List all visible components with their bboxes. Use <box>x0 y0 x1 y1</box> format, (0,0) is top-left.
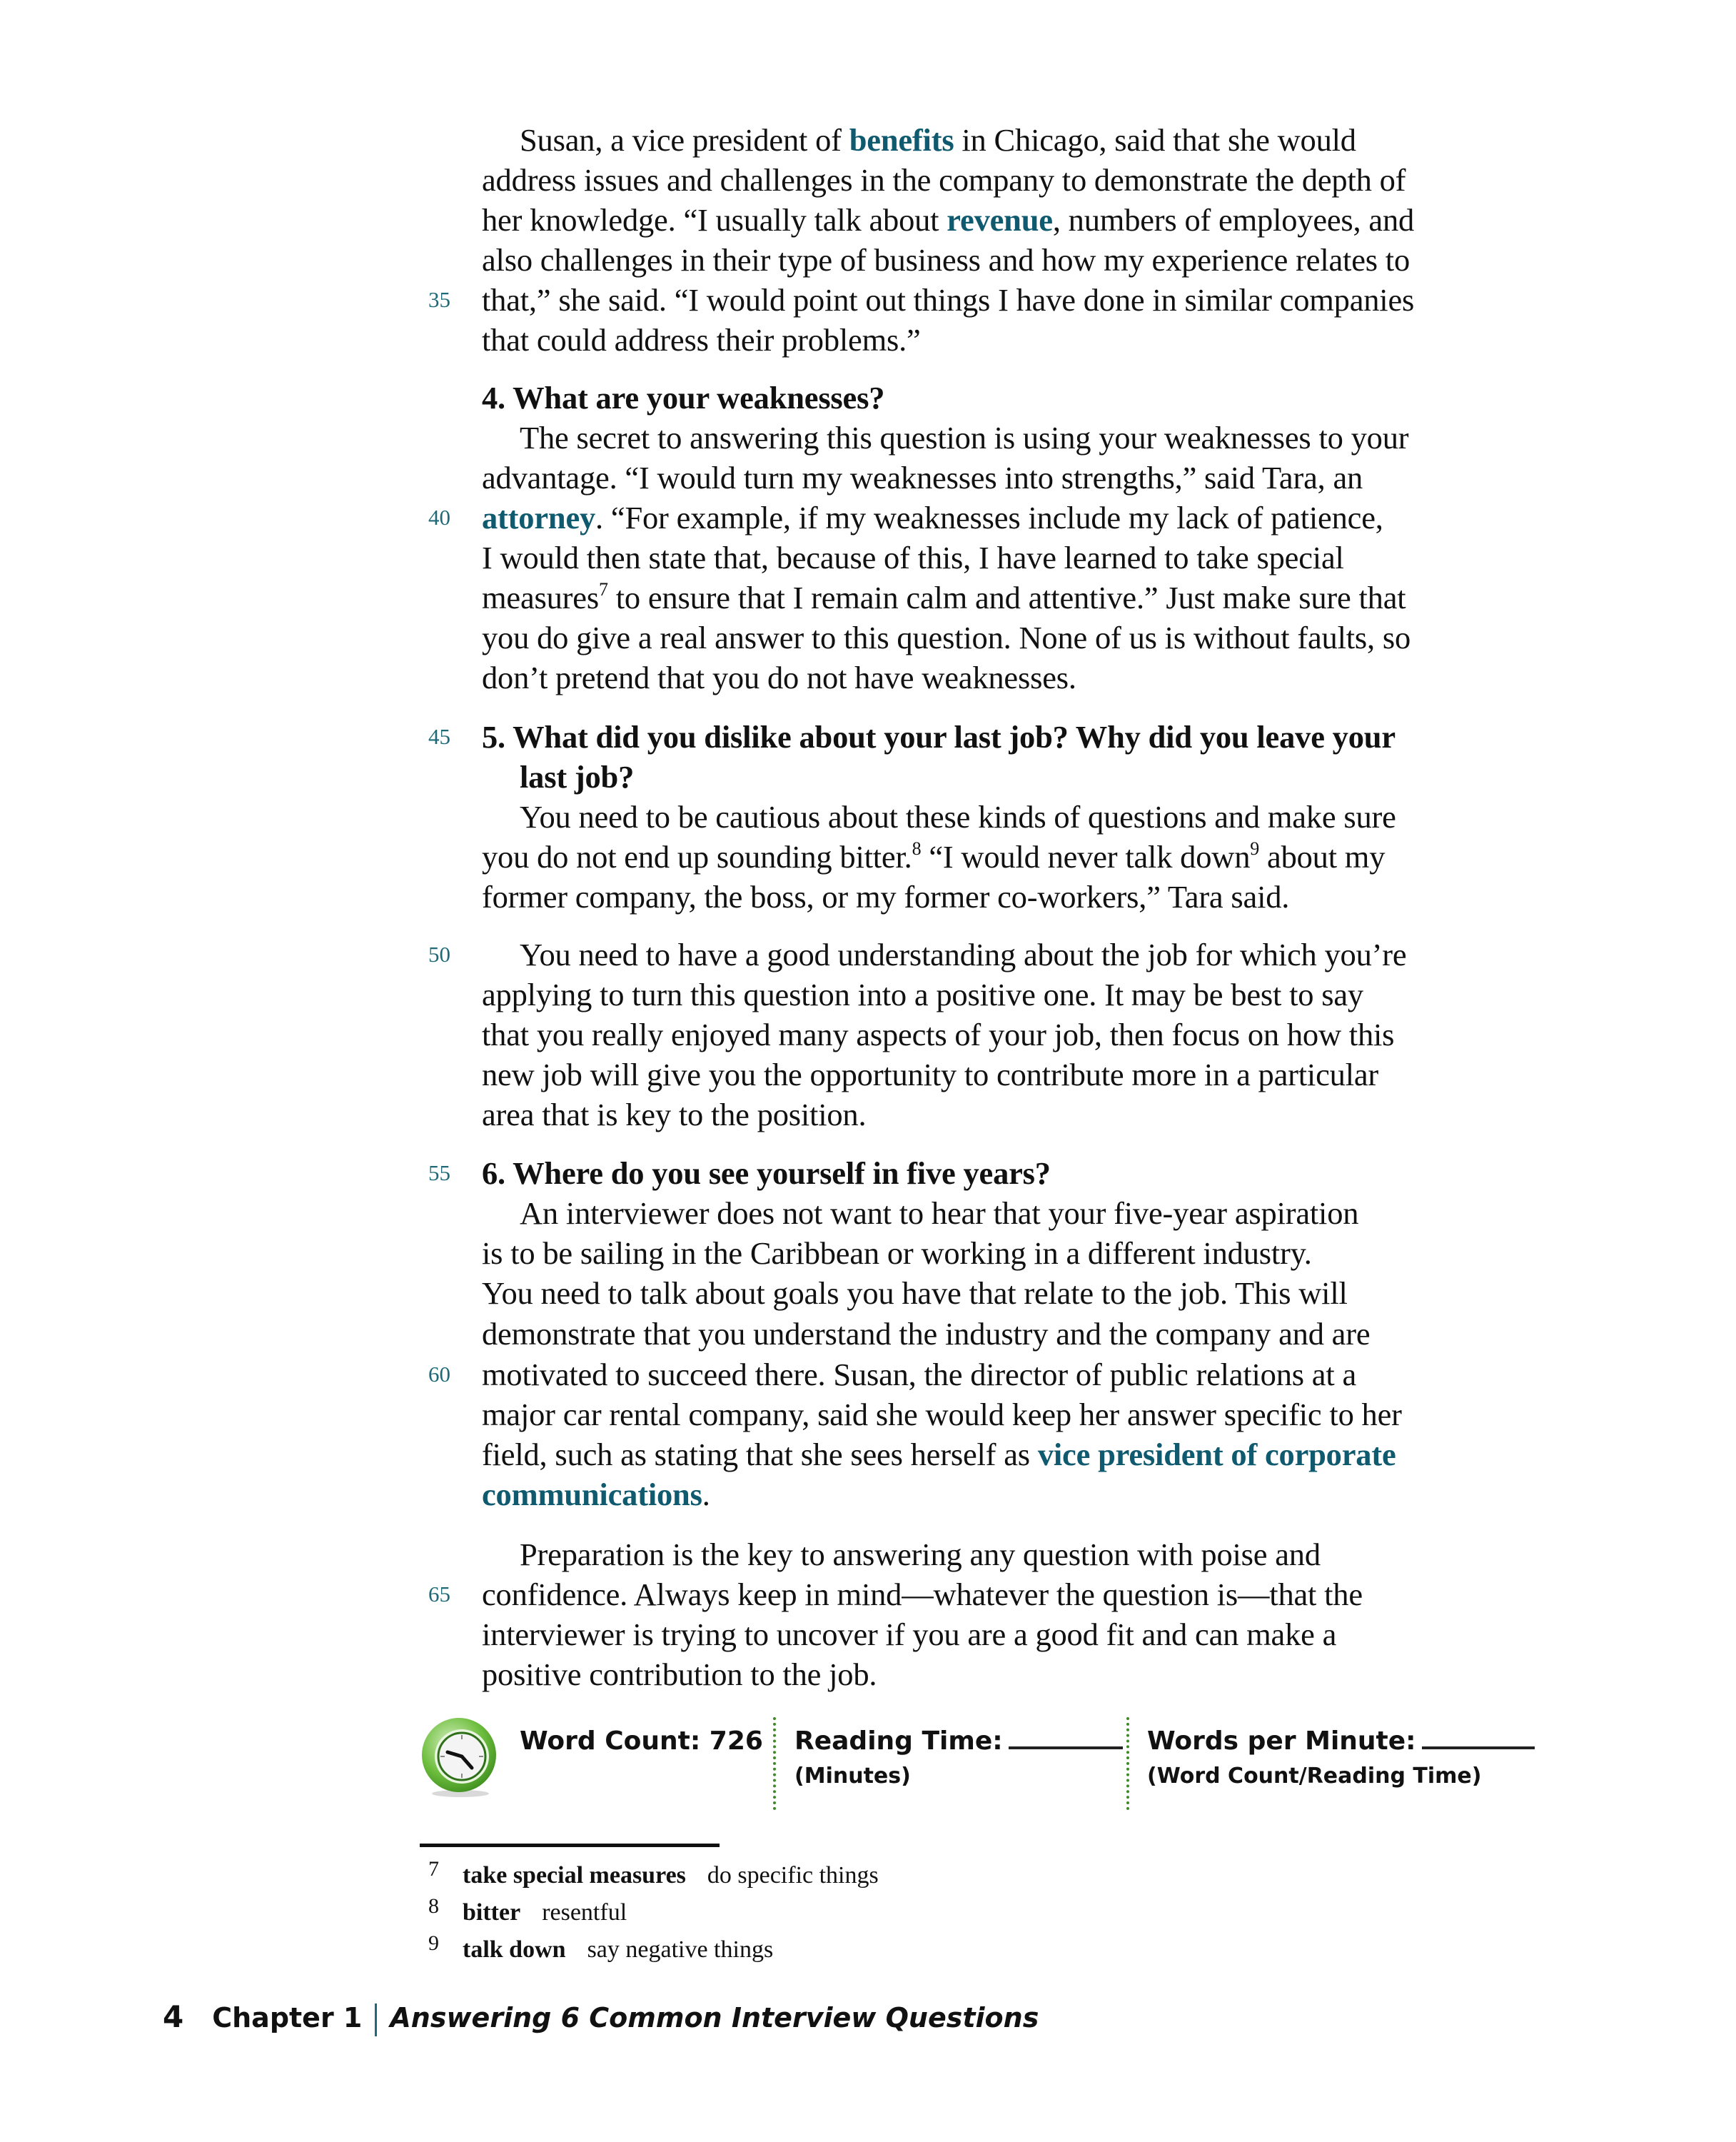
text-run: major car rental company, said she would keep her answer specific to her <box>482 1397 1402 1432</box>
text-line <box>482 1015 1394 1055</box>
text-run: , numbers of employees, and <box>1052 202 1415 238</box>
text-line <box>520 935 1406 975</box>
text-run: confidence. Always keep in mind—whatever the question is—that the <box>482 1577 1363 1612</box>
line-number: 60 <box>428 1362 450 1387</box>
text-run: advantage. “I would turn my weaknesses into strengths,” said Tara, an <box>482 460 1363 496</box>
clock-icon <box>416 1714 502 1799</box>
chapter-label: Chapter 1 <box>212 2002 363 2033</box>
vocab-highlight: vice president of corporate <box>1037 1437 1396 1472</box>
text-run: measures <box>482 580 599 615</box>
text-run: you do not end up sounding bitter. <box>482 839 912 875</box>
text-run: You need to have a good understanding about the job for which you’re <box>520 937 1407 972</box>
text-line <box>482 1273 1348 1313</box>
question-heading <box>482 378 884 418</box>
page-number: 4 <box>163 1999 184 2034</box>
text-line <box>482 1574 1363 1614</box>
line-number: 40 <box>428 505 450 530</box>
text-run: that could address their problems.” <box>482 322 921 358</box>
question-heading <box>482 1153 1051 1193</box>
footnote-rule <box>420 1844 720 1847</box>
text-line <box>520 120 1356 160</box>
text-run: that,” she said. “I would point out things I have done in similar companies <box>482 282 1415 318</box>
text-line <box>482 837 1385 877</box>
text-run: that you really enjoyed many aspects of your job, then focus on how this <box>482 1017 1395 1052</box>
word-count: Word Count: 726 <box>520 1726 763 1756</box>
text-line <box>482 240 1410 280</box>
wpm-label: Words per Minute: <box>1147 1726 1416 1756</box>
text-line <box>482 1394 1402 1434</box>
heading-text: last job? <box>520 759 635 795</box>
text-run: An interviewer does not want to hear that your five-year aspiration <box>520 1195 1359 1231</box>
footnote: 8 bitter resentful <box>428 1894 627 1926</box>
text-run: “I would never talk down <box>921 839 1251 875</box>
text-line <box>482 1614 1336 1654</box>
text-run: don’t pretend that you do not have weaknesses. <box>482 660 1076 695</box>
text-run: interviewer is trying to uncover if you are a good fit and can make a <box>482 1616 1337 1652</box>
text-run: also challenges in their type of business and how my experience relates to <box>482 242 1410 278</box>
text-run: positive contribution to the job. <box>482 1656 877 1692</box>
footnote-ref: 9 <box>1250 838 1260 860</box>
text-run: area that is key to the position. <box>482 1097 867 1132</box>
heading-text: 6. Where do you see yourself in five years? <box>482 1155 1051 1191</box>
text-line <box>482 280 1414 320</box>
text-run: in Chicago, said that she would <box>954 122 1356 158</box>
reading-time-field <box>794 1726 1123 1756</box>
text-line <box>482 658 1076 698</box>
text-line <box>520 797 1396 837</box>
line-number: 45 <box>428 724 450 749</box>
text-run: . <box>702 1477 710 1512</box>
footnote-ref: 8 <box>912 838 922 860</box>
reading-time-sub: (Minutes) <box>794 1764 911 1789</box>
text-run: new job will give you the opportunity to contribute more in a particular <box>482 1057 1379 1092</box>
line-number: 55 <box>428 1160 450 1185</box>
wpm-input[interactable] <box>1422 1746 1535 1749</box>
question-heading <box>520 757 634 797</box>
text-line <box>482 498 1383 538</box>
text-line <box>482 160 1406 200</box>
divider <box>1126 1717 1129 1810</box>
text-line <box>482 1314 1370 1354</box>
question-heading <box>482 717 1396 757</box>
text-line <box>482 458 1363 498</box>
footnote-ref: 7 <box>598 579 608 600</box>
text-line <box>482 1095 866 1135</box>
vocab-highlight: benefits <box>849 122 954 158</box>
text-line <box>482 975 1363 1015</box>
divider <box>773 1717 776 1810</box>
text-line <box>482 1354 1356 1394</box>
line-number: 50 <box>428 942 450 967</box>
text-run: You need to be cautious about these kinds of questions and make sure <box>520 799 1396 835</box>
text-line <box>482 200 1414 240</box>
vocab-highlight: communications <box>482 1477 702 1512</box>
text-run: demonstrate that you understand the industry and the company and are <box>482 1316 1371 1352</box>
text-line <box>482 877 1289 917</box>
text-run: You need to talk about goals you have that relate to the job. This will <box>482 1275 1348 1311</box>
footer-divider <box>375 2003 377 2036</box>
text-line <box>482 1233 1312 1273</box>
text-run: Preparation is the key to answering any question with poise and <box>520 1537 1321 1572</box>
line-number: 65 <box>428 1582 450 1606</box>
text-line <box>482 320 921 360</box>
text-line <box>482 538 1344 578</box>
text-run: . “For example, if my weaknesses include my lack of patience, <box>595 500 1383 536</box>
text-line <box>482 1055 1378 1095</box>
text-run: I would then state that, because of this, I have learned to take special <box>482 540 1344 575</box>
text-run: The secret to answering this question is using your weaknesses to your <box>520 420 1409 456</box>
reading-time-input[interactable] <box>1009 1746 1123 1749</box>
text-line <box>520 1193 1358 1233</box>
text-run: Susan, a vice president of <box>520 122 849 158</box>
text-run: applying to turn this question into a positive one. It may be best to say <box>482 977 1363 1012</box>
heading-text: 4. What are your weaknesses? <box>482 380 885 416</box>
text-run: to ensure that I remain calm and attentive.” Just make sure that <box>607 580 1406 615</box>
text-run: you do give a real answer to this question. None of us is without faults, so <box>482 620 1411 655</box>
text-run: about my <box>1259 839 1386 875</box>
line-number: 35 <box>428 287 450 312</box>
text-run: former company, the boss, or my former co-workers,” Tara said. <box>482 879 1290 915</box>
heading-text: 5. What did you dislike about your last job? Why did you leave your <box>482 719 1396 755</box>
wpm-field <box>1147 1726 1535 1756</box>
vocab-highlight: revenue <box>947 202 1053 238</box>
text-line <box>482 578 1406 618</box>
text-line <box>482 1474 710 1514</box>
text-line <box>482 618 1410 658</box>
text-run: address issues and challenges in the company to demonstrate the depth of <box>482 162 1406 198</box>
wpm-sub: (Word Count/Reading Time) <box>1147 1764 1482 1789</box>
chapter-title: Answering 6 Common Interview Questions <box>390 2002 1039 2033</box>
text-line <box>520 1534 1321 1574</box>
footnote: 9 talk down say negative things <box>428 1931 774 1963</box>
page-footer <box>163 1999 1039 2036</box>
footnote: 7 take special measures do specific things <box>428 1857 879 1889</box>
text-run: motivated to succeed there. Susan, the director of public relations at a <box>482 1357 1356 1392</box>
text-line <box>482 1434 1396 1474</box>
text-run: field, such as stating that she sees herself as <box>482 1437 1038 1472</box>
text-line <box>520 418 1408 458</box>
text-run: her knowledge. “I usually talk about <box>482 202 947 238</box>
text-line <box>482 1654 877 1694</box>
vocab-highlight: attorney <box>482 500 596 536</box>
reading-time-label: Reading Time: <box>794 1726 1003 1756</box>
text-run: is to be sailing in the Caribbean or working in a different industry. <box>482 1235 1312 1271</box>
